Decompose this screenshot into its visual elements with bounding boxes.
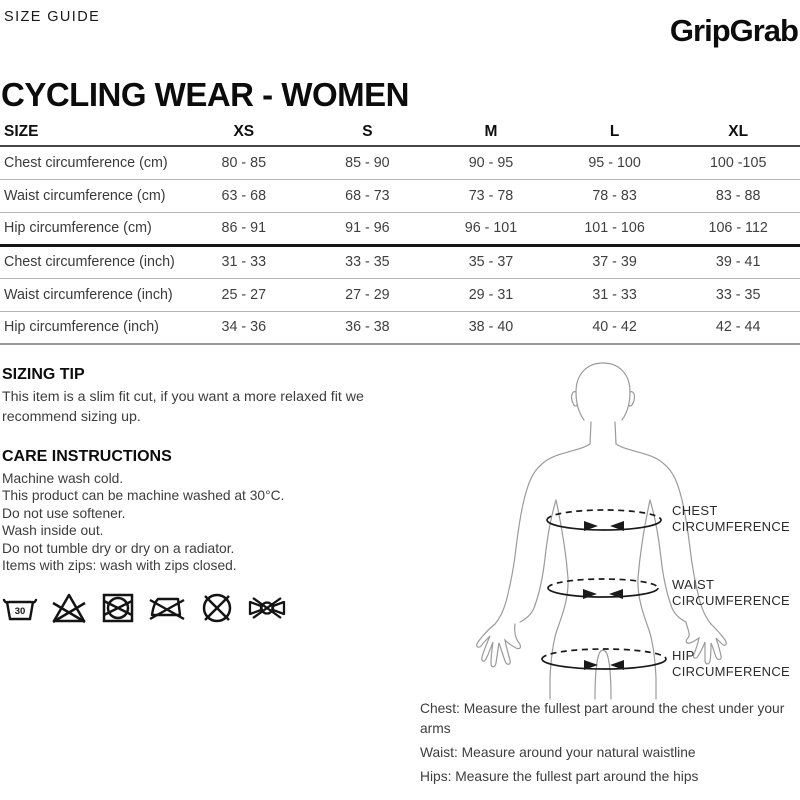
col-header-size: SIZE <box>0 118 182 146</box>
cell: 100 -105 <box>676 146 800 179</box>
cell: 33 - 35 <box>306 245 430 278</box>
cell: 106 - 112 <box>676 212 800 245</box>
cell: 63 - 68 <box>182 179 306 212</box>
label-line: CHEST <box>672 503 718 518</box>
cell: 86 - 91 <box>182 212 306 245</box>
size-table <box>0 118 800 345</box>
cell: 91 - 96 <box>306 212 430 245</box>
cell: 36 - 38 <box>306 311 430 344</box>
row-label: Waist circumference (inch) <box>0 278 182 311</box>
col-header-xl: XL <box>676 118 800 146</box>
label-line: WAIST <box>672 577 715 592</box>
do-not-iron-icon <box>148 590 186 626</box>
do-not-dry-clean-icon <box>198 589 236 627</box>
table-row <box>0 278 800 311</box>
label-line: HIP <box>672 648 695 663</box>
care-line: Machine wash cold. <box>2 471 124 486</box>
care-line: Wash inside out. <box>2 523 104 539</box>
table-row <box>0 245 800 278</box>
cell: 38 - 40 <box>429 311 553 344</box>
do-not-tumble-dry-icon <box>100 590 136 626</box>
cell: 101 - 106 <box>553 212 677 245</box>
do-not-bleach-icon <box>50 590 88 626</box>
chest-circumference-label <box>672 503 800 535</box>
col-header-m: M <box>429 118 553 146</box>
col-header-xs: XS <box>182 118 306 146</box>
do-not-wring-icon <box>248 592 286 624</box>
care-instructions-list <box>2 470 402 574</box>
cell: 31 - 33 <box>553 278 677 311</box>
cell: 42 - 44 <box>676 311 800 344</box>
care-line: Do not use softener. <box>2 505 126 521</box>
row-label: Hip circumference (inch) <box>0 311 182 344</box>
waist-note: Waist: Measure around your natural waistline <box>420 745 696 760</box>
cell: 90 - 95 <box>429 146 553 179</box>
gripgrab-logo: GripGrab <box>669 13 798 48</box>
cell: 35 - 37 <box>429 245 553 278</box>
cell: 78 - 83 <box>553 179 677 212</box>
table-row <box>0 311 800 344</box>
label-line: CIRCUMFERENCE <box>672 519 791 534</box>
care-instructions-heading: CARE INSTRUCTIONS <box>2 448 172 465</box>
cell: 34 - 36 <box>182 311 306 344</box>
row-label: Chest circumference (inch) <box>0 245 182 278</box>
sizing-tip-heading: SIZING TIP <box>2 366 85 383</box>
col-header-s: S <box>306 118 430 146</box>
sizing-tip-text: This item is a slim fit cut, if you want a more relaxed fit we recommend sizing up. <box>2 389 364 425</box>
cell: 37 - 39 <box>553 245 677 278</box>
cell: 29 - 31 <box>429 278 553 311</box>
table-row <box>0 146 800 179</box>
col-header-l: L <box>553 118 677 146</box>
cell: 95 - 100 <box>553 146 677 179</box>
cell: 39 - 41 <box>676 245 800 278</box>
cell: 80 - 85 <box>182 146 306 179</box>
table-header-row <box>0 118 800 146</box>
chest-note: Chest: Measure the fullest part around the chest under your arms <box>420 701 785 736</box>
cell: 25 - 27 <box>182 278 306 311</box>
table-row <box>0 179 800 212</box>
care-line: Do not tumble dry or dry on a radiator. <box>2 540 235 556</box>
cell: 27 - 29 <box>306 278 430 311</box>
care-icons-row <box>2 584 286 632</box>
hip-measure-line <box>542 649 666 670</box>
care-line: Items with zips: wash with zips closed. <box>2 558 237 574</box>
chest-measure-line <box>547 510 661 531</box>
cell: 85 - 90 <box>306 146 430 179</box>
size-guide-eyebrow: SIZE GUIDE <box>4 9 101 25</box>
cell: 33 - 35 <box>676 278 800 311</box>
cell: 31 - 33 <box>182 245 306 278</box>
cell: 68 - 73 <box>306 179 430 212</box>
cell: 96 - 101 <box>429 212 553 245</box>
row-label: Hip circumference (cm) <box>0 212 182 245</box>
page-title: CYCLING WEAR - WOMEN <box>1 76 409 114</box>
label-line: CIRCUMFERENCE <box>672 593 791 608</box>
measure-lines <box>542 510 666 670</box>
cell: 83 - 88 <box>676 179 800 212</box>
hip-circumference-label <box>672 648 800 680</box>
hips-note: Hips: Measure the fullest part around the hips <box>420 769 699 784</box>
machine-wash-30-icon <box>2 590 38 626</box>
measure-notes <box>420 699 800 791</box>
table-row <box>0 212 800 245</box>
waist-circumference-label <box>672 577 800 609</box>
care-line: This product can be machine washed at 30°C. <box>2 488 285 504</box>
waist-measure-line <box>548 579 658 599</box>
label-line: CIRCUMFERENCE <box>672 664 791 679</box>
cell: 40 - 42 <box>553 311 677 344</box>
svg-text:30: 30 <box>14 606 26 617</box>
cell: 73 - 78 <box>429 179 553 212</box>
row-label: Chest circumference (cm) <box>0 146 182 179</box>
row-label: Waist circumference (cm) <box>0 179 182 212</box>
